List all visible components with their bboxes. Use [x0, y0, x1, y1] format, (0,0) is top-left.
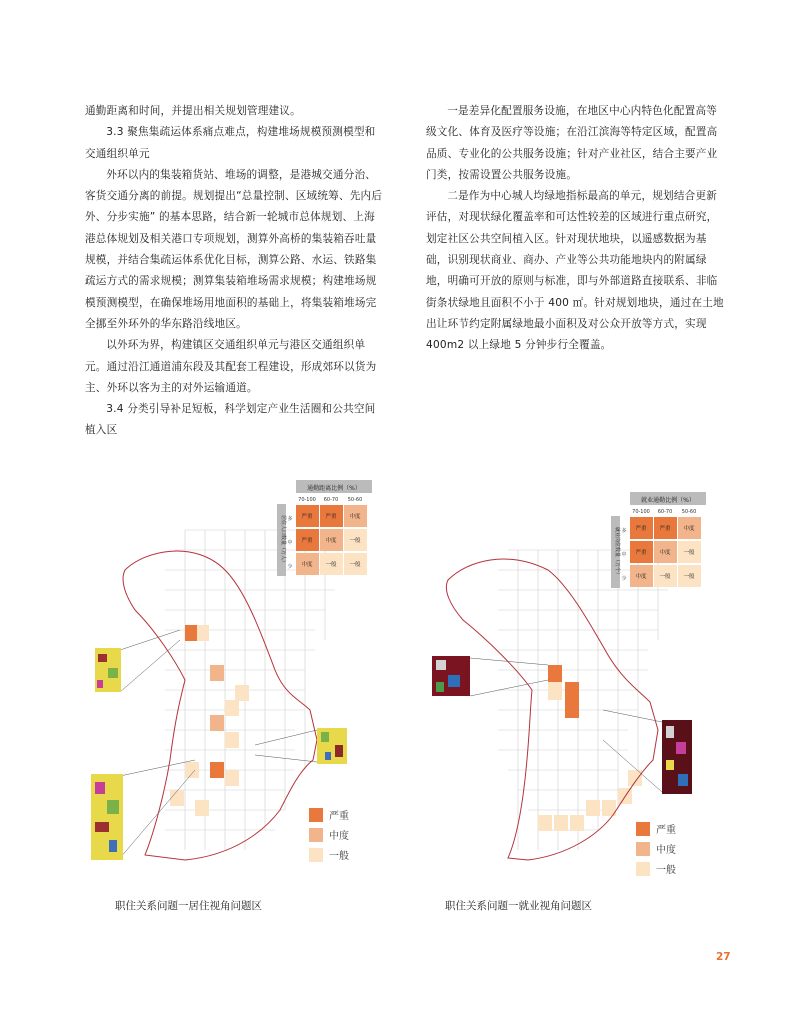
legend-label: 中度: [329, 831, 349, 842]
matrix-cell-label: 严重: [301, 538, 313, 544]
matrix-col-header: 50-60: [681, 509, 697, 515]
paragraph: 一是差异化配置服务设施，在地区中心内特色化配置高等级文化、体育及医疗等设施；在沿江滨海等特定区域，配置高品质、专业化的公共服务设施；针对产业社区，结合主要产业门类，按需设置公共服务设施。: [426, 105, 718, 181]
zoom-lines: [120, 630, 317, 858]
matrix-row-title: 居住人口数量（万人）: [280, 514, 286, 566]
matrix-cell-label: 一般: [683, 574, 695, 580]
legend: [636, 822, 676, 876]
matrix-cell-label: 一般: [325, 562, 337, 568]
matrix-row-label: 多: [287, 516, 293, 522]
section-heading-3-4: 3.4 分类引导补足短板，科学划定产业生活圈和公共空间植入区: [85, 403, 376, 437]
paragraph: 通勤距离和时间，并提出相关规划管理建议。: [85, 105, 301, 117]
matrix-col-title: 就业通勤比例（%）: [641, 497, 695, 504]
matrix-cell-label: 中度: [683, 526, 695, 532]
legend-label: 严重: [656, 825, 676, 836]
matrix-cell-label: 严重: [301, 514, 313, 520]
matrix-col-header: 50-60: [347, 497, 363, 503]
severity-matrix: [611, 492, 706, 588]
matrix-col-header: 60-70: [323, 497, 339, 503]
matrix-cell-label: 中度: [635, 574, 647, 580]
matrix-cell-label: 中度: [659, 550, 671, 556]
inset-land-use-thumbnail: [317, 728, 347, 764]
right-text-column: [426, 101, 726, 357]
figure-caption-left: 职住关系问题一居住视角问题区: [115, 900, 262, 912]
matrix-cell-label: 中度: [349, 514, 361, 520]
map-grid: [165, 530, 335, 850]
page-number: 27: [716, 951, 731, 963]
paragraph: 二是作为中心城人均绿地指标最高的单元，规划结合更新评估，对现状绿化覆盖率和可达性较差的区域进行重点研究，划定社区公共空间植入区。针对现状地块，以遥感数据为基础，识别现状商业、商办、产业等公共功能地块内的附属绿地，明确可开放的原则与标准，即与外部道路直接联系、非临街条状绿地且面积不小于 400 ㎡。针对规划地块，通过在土地出让环节约定附属绿地最小面积及对公众开放等方式，实现 400m2 以上绿地 5 分钟步行全覆盖。: [426, 190, 724, 352]
matrix-row-label: 少: [621, 576, 627, 582]
inset-land-use-thumbnail: [432, 656, 470, 696]
matrix-cell-label: 中度: [325, 538, 337, 544]
matrix-cell-label: 一般: [659, 574, 671, 580]
matrix-col-title: 通勤距离比例（%）: [307, 485, 361, 492]
legend-label: 一般: [329, 851, 349, 862]
paragraph: 外环以内的集装箱货站、堆场的调整，是港城交通分治、客货交通分离的前提。规划提出“总量控制、区域统筹、先内后外、分步实施” 的基本思路，结合新一轮城市总体规划、上海港总体规划及相关港口专项规划，测算外高桥的集装箱吞吐量规模，并结合集疏运体系优化目标，测算公路、水运、铁路集疏运方式的需求规模；测算集装箱堆场需求规模；构建堆场规模预测模型，在确保堆场用地面积的基础上，将集装箱堆场完全挪至外环外的华东路沿线地区。: [85, 168, 383, 330]
inset-land-use-thumbnail: [95, 648, 121, 692]
inset-land-use-thumbnail: [662, 720, 692, 794]
matrix-row-label: 中: [287, 540, 293, 546]
section-heading-3-3: 3.3 聚焦集疏运体系痛点难点，构建堆场规模预测模型和交通组织单元: [85, 126, 376, 160]
matrix-cell-label: 一般: [349, 562, 361, 568]
figure-caption-right: 职住关系问题一就业视角问题区: [445, 900, 592, 912]
district-boundary: [123, 551, 317, 860]
map-heat-cells: [170, 625, 249, 816]
paragraph: 以外环为界，构建镇区交通组织单元与港区交通组织单元。通过沿江通道浦东段及其配套工程建设，形成郊环以货为主、外环以客为主的对外运输通道。: [85, 339, 377, 394]
employment-problem-map: [418, 470, 723, 885]
matrix-col-header: 60-70: [657, 509, 673, 515]
matrix-cell-label: 中度: [301, 562, 313, 568]
matrix-row-label: 多: [621, 528, 627, 534]
legend-label: 一般: [656, 865, 676, 876]
matrix-col-header: 70-100: [298, 497, 316, 503]
matrix-cell-label: 一般: [349, 538, 361, 544]
matrix-cell-label: 严重: [659, 526, 671, 532]
matrix-col-header: 70-100: [632, 509, 650, 515]
matrix-cell-label: 严重: [635, 526, 647, 532]
residence-problem-map: [85, 470, 385, 885]
matrix-cell-label: 严重: [635, 550, 647, 556]
matrix-cell-label: 严重: [325, 514, 337, 520]
matrix-row-label: 中: [621, 552, 627, 558]
severity-matrix: [277, 480, 372, 576]
map-grid: [498, 550, 668, 850]
legend-label: 严重: [329, 811, 349, 822]
matrix-row-title: 就业岗位数量（万个）: [614, 526, 620, 578]
district-boundary: [446, 559, 658, 860]
legend: [309, 808, 349, 862]
inset-land-use-thumbnail: [91, 774, 123, 860]
left-text-column: [85, 101, 385, 442]
matrix-cell-label: 一般: [683, 550, 695, 556]
matrix-row-label: 少: [287, 564, 293, 570]
legend-label: 中度: [656, 845, 676, 856]
